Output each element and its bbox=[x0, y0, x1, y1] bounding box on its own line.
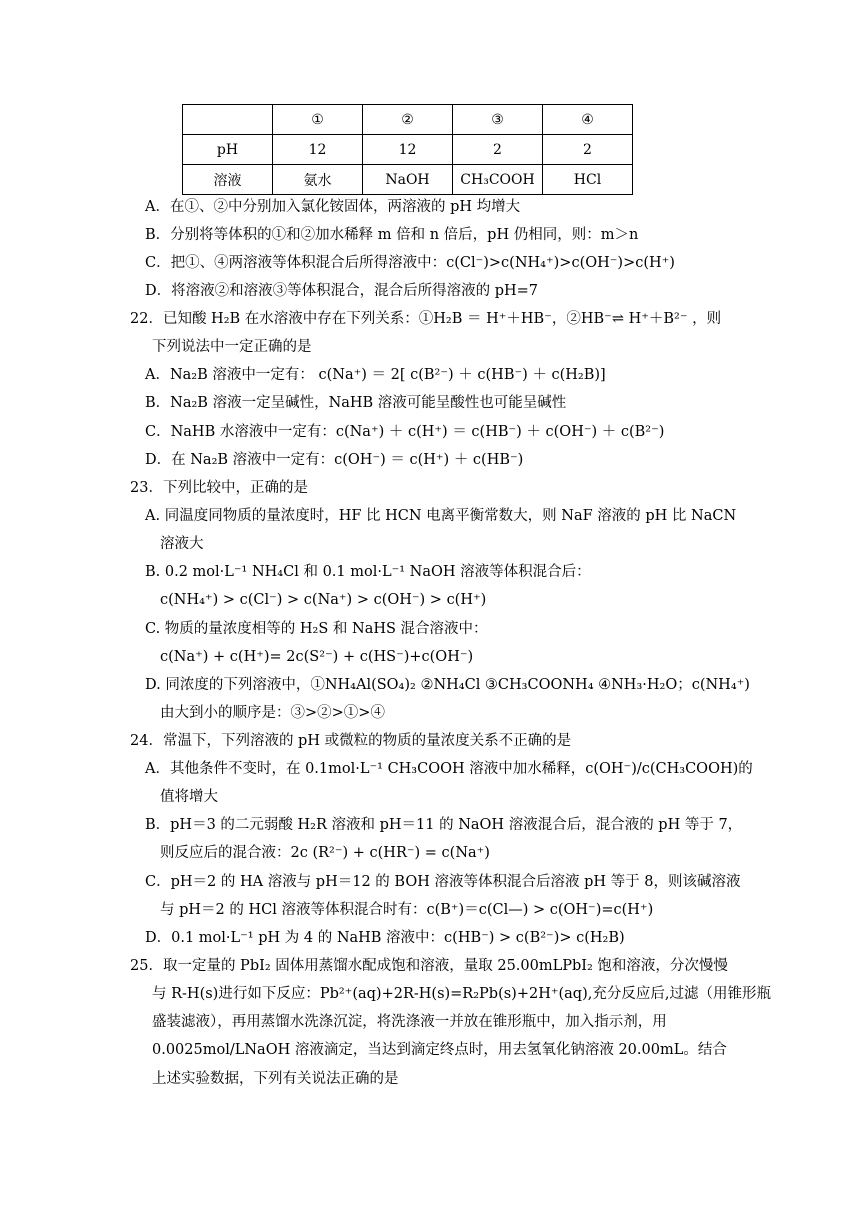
table-cell: HCl bbox=[543, 165, 633, 195]
q24-option-a-cont: 值将增大 bbox=[160, 789, 218, 805]
q24-option-d: D．0.1 mol·L⁻¹ pH 为 4 的 NaHB 溶液中：c(HB⁻) > c(B²⁻)> c(H₂B) bbox=[145, 930, 625, 946]
q21-option-d: D．将溶液②和溶液③等体积混合，混合后所得溶液的 pH=7 bbox=[145, 283, 539, 299]
table-cell: 12 bbox=[273, 135, 363, 165]
table-cell: 12 bbox=[363, 135, 453, 165]
q25-stem-line-4: 0.0025mol/LNaOH 溶液滴定，当达到滴定终点时，用去氢氧化钠溶液 20.00mL。结合 bbox=[152, 1042, 727, 1058]
q25-stem-line-1: 25．取一定量的 PbI₂ 固体用蒸馏水配成饱和溶液，量取 25.00mLPbI₂ 饱和溶液，分次慢慢 bbox=[130, 958, 728, 974]
table-row bbox=[183, 135, 633, 165]
q24-option-c: C．pH＝2 的 HA 溶液与 pH＝12 的 BOH 溶液等体积混合后溶液 pH 等于 8，则该碱溶液 bbox=[145, 874, 741, 890]
q23-option-c: C. 物质的量浓度相等的 H₂S 和 NaHS 混合溶液中： bbox=[145, 621, 488, 637]
table-cell: ② bbox=[363, 105, 453, 135]
q25-stem-line-2: 与 R-H(s)进行如下反应：Pb²⁺(aq)+2R-H(s)=R₂Pb(s)+2H⁺(aq),充分反应后,过滤（用锥形瓶 bbox=[152, 986, 771, 1002]
q23-option-d-cont: 由大到小的顺序是：③>②>①>④ bbox=[160, 705, 385, 721]
table-cell: 2 bbox=[453, 135, 543, 165]
ph-solution-table bbox=[182, 104, 633, 195]
q23-stem: 23．下列比较中，正确的是 bbox=[130, 480, 308, 496]
table-row bbox=[183, 165, 633, 195]
q24-option-b-cont: 则反应后的混合液：2c (R²⁻) + c(HR⁻) = c(Na⁺) bbox=[160, 845, 490, 861]
q22-option-a: A．Na₂B 溶液中一定有： c(Na⁺) ＝ 2[ c(B²⁻) ＋ c(HB⁻) ＋ c(H₂B)] bbox=[145, 367, 606, 383]
q21-option-b: B．分别将等体积的①和②加水稀释 m 倍和 n 倍后，pH 仍相同，则：m＞n bbox=[145, 227, 639, 243]
q22-stem: 22．已知酸 H₂B 在水溶液中存在下列关系：①H₂B ＝ H⁺＋HB⁻，②HB⁻⇌ H⁺＋B²⁻ ，则 bbox=[130, 311, 722, 327]
table-header-row bbox=[183, 105, 633, 135]
q24-option-b: B．pH＝3 的二元弱酸 H₂R 溶液和 pH＝11 的 NaOH 溶液混合后，混合液的 pH 等于 7， bbox=[145, 817, 743, 833]
table-cell: ③ bbox=[453, 105, 543, 135]
table-cell: 氨水 bbox=[273, 165, 363, 195]
q21-option-c: C．把①、④两溶液等体积混合后所得溶液中：c(Cl⁻)>c(NH₄⁺)>c(OH⁻)>c(H⁺) bbox=[145, 255, 675, 271]
q22-option-c: C．NaHB 水溶液中一定有：c(Na⁺) ＋ c(H⁺) ＝ c(HB⁻) ＋ c(OH⁻) ＋ c(B²⁻) bbox=[145, 424, 665, 440]
q22-stem-cont: 下列说法中一定正确的是 bbox=[152, 339, 312, 355]
table-cell: pH bbox=[183, 135, 273, 165]
q23-option-b: B. 0.2 mol·L⁻¹ NH₄Cl 和 0.1 mol·L⁻¹ NaOH 溶液等体积混合后： bbox=[145, 564, 591, 580]
q23-option-b-cont: c(NH₄⁺) > c(Cl⁻) > c(Na⁺) > c(OH⁻) > c(H⁺) bbox=[160, 592, 487, 608]
q24-option-a: A．其他条件不变时，在 0.1mol·L⁻¹ CH₃COOH 溶液中加水稀释，c(OH⁻)/c(CH₃COOH)的 bbox=[145, 761, 753, 777]
q23-option-a: A. 同温度同物质的量浓度时，HF 比 HCN 电离平衡常数大，则 NaF 溶液的 pH 比 NaCN bbox=[145, 508, 737, 524]
q23-option-a-cont: 溶液大 bbox=[160, 536, 204, 552]
table-cell: NaOH bbox=[363, 165, 453, 195]
q24-option-c-cont: 与 pH＝2 的 HCl 溶液等体积混合时有：c(B⁺)＝c(Cl—) > c(OH⁻)=c(H⁺) bbox=[160, 902, 654, 918]
table-cell: ① bbox=[273, 105, 363, 135]
q22-option-d: D．在 Na₂B 溶液中一定有：c(OH⁻) ＝ c(H⁺) ＋ c(HB⁻) bbox=[145, 452, 524, 468]
q22-option-b: B．Na₂B 溶液一定呈碱性，NaHB 溶液可能呈酸性也可能呈碱性 bbox=[145, 395, 567, 411]
table-cell: 溶液 bbox=[183, 165, 273, 195]
q25-stem-line-5: 上述实验数据，下列有关说法正确的是 bbox=[152, 1071, 399, 1087]
table-cell: 2 bbox=[543, 135, 633, 165]
q21-option-a: A．在①、②中分别加入氯化铵固体，两溶液的 pH 均增大 bbox=[145, 199, 521, 215]
q24-stem: 24．常温下，下列溶液的 pH 或微粒的物质的量浓度关系不正确的是 bbox=[130, 733, 572, 749]
q23-option-c-cont: c(Na⁺) + c(H⁺)= 2c(S²⁻) + c(HS⁻)+c(OH⁻) bbox=[160, 649, 474, 665]
q23-option-d: D. 同浓度的下列溶液中，①NH₄Al(SO₄)₂ ②NH₄Cl ③CH₃COONH₄ ④NH₃·H₂O；c(NH₄⁺) bbox=[145, 677, 750, 693]
table-cell: CH₃COOH bbox=[453, 165, 543, 195]
table-cell bbox=[183, 105, 273, 135]
table-cell: ④ bbox=[543, 105, 633, 135]
q25-stem-line-3: 盛装滤液），再用蒸馏水洗涤沉淀，将洗涤液一并放在锥形瓶中，加入指示剂，用 bbox=[152, 1014, 667, 1030]
